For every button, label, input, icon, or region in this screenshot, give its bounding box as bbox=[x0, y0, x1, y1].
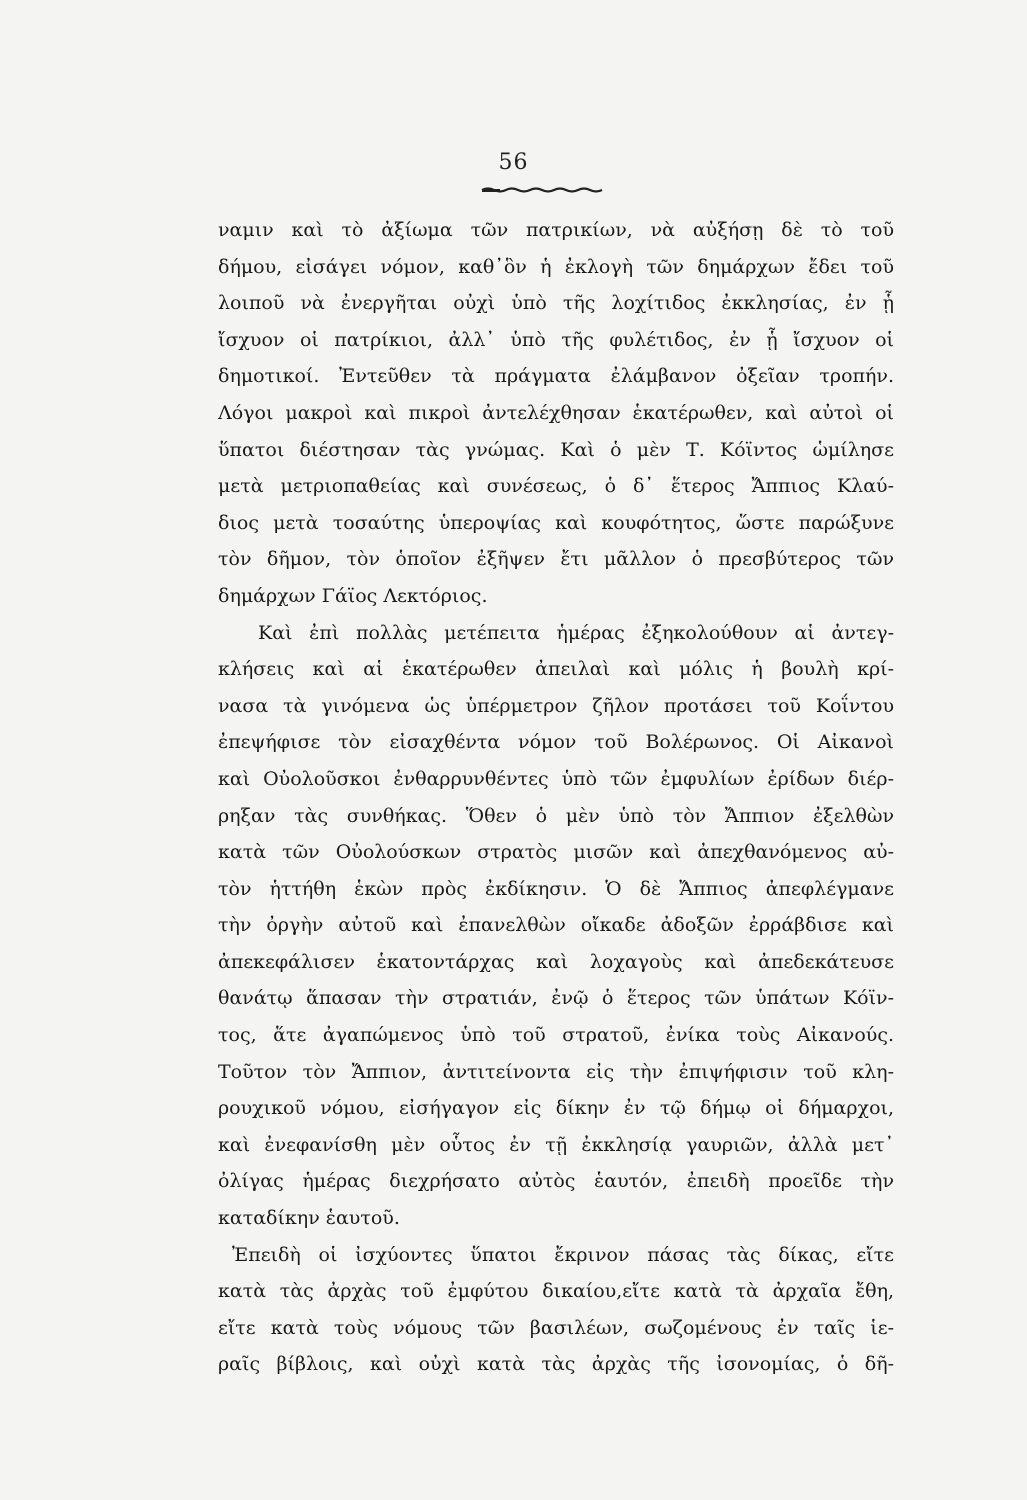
page-number: 56 bbox=[498, 150, 529, 175]
text-line: καὶ Οὐολοῦσκοι ἐνθαρρυνθέντες ὑπὸ τῶν ἐμφυλίων ἐρίδων διέρ- bbox=[218, 767, 894, 790]
text-line: ρηξαν τὰς συνθήκας. Ὅθεν ὁ μὲν ὑπὸ τὸν Ἄππιον ἐξελθὼν bbox=[218, 804, 894, 827]
text-line: ρουχικοῦ νόμου, εἰσήγαγον εἰς δίκην ἐν τῷ δήμῳ οἱ δήμαρχοι, bbox=[218, 1097, 894, 1120]
text-line: κατὰ τὰς ἀρχὰς τοῦ ἐμφύτου δικαίου,εἴτε κατὰ τὰ ἀρχαῖα ἔθη, bbox=[218, 1280, 894, 1303]
text-line: κατὰ τῶν Οὐολούσκων στρατὸς μισῶν καὶ ἀπεχθανόμενος αὐ- bbox=[218, 841, 894, 864]
text-line: καὶ ἐνεφανίσθη μὲν οὗτος ἐν τῇ ἐκκλησίᾳ γαυριῶν, ἀλλὰ μετ᾽ bbox=[218, 1133, 894, 1156]
text-line: διος μετὰ τοσαύτης ὑπεροψίας καὶ κουφότητος, ὥστε παρώξυνε bbox=[218, 511, 894, 534]
text-line: κλήσεις καὶ αἱ ἑκατέρωθεν ἀπειλαὶ καὶ μόλις ἡ βουλὴ κρί- bbox=[218, 658, 894, 681]
ornament-rule bbox=[480, 186, 608, 194]
text-line: Τοῦτον τὸν Ἄππιον, ἀντιτείνοντα εἰς τὴν ἐπιψήφισιν τοῦ κλη- bbox=[218, 1060, 894, 1083]
text-line: ὕπατοι διέστησαν τὰς γνώμας. Καὶ ὁ μὲν Τ. Κόϊντος ὡμίλησε bbox=[218, 438, 894, 461]
text-line: δημάρχων Γάϊος Λεκτόριος. bbox=[218, 584, 488, 607]
text-line: μετὰ μετριοπαθείας καὶ συνέσεως, ὁ δ᾽ ἕτερος Ἄππιος Κλαύ- bbox=[218, 475, 894, 498]
text-line: Ἐπειδὴ οἱ ἰσχύοντες ὕπατοι ἔκρινον πάσας τὰς δίκας, εἴτε bbox=[232, 1243, 894, 1266]
text-line: δήμου, εἰσάγει νόμον, καθ᾽ὃν ἡ ἐκλογὴ τῶν δημάρχων ἔδει τοῦ bbox=[218, 255, 894, 278]
text-line: τὴν ὀργὴν αὐτοῦ καὶ ἐπανελθὼν οἴκαδε ἀδοξῶν ἐρράβδισε καὶ bbox=[218, 914, 894, 937]
text-line: ναμιν καὶ τὸ ἀξίωμα τῶν πατρικίων, νὰ αὐξήσῃ δὲ τὸ τοῦ bbox=[218, 219, 894, 241]
text-line: τος, ἅτε ἀγαπώμενος ὑπὸ τοῦ στρατοῦ, ἐνίκα τοὺς Αἰκανούς. bbox=[218, 1024, 894, 1047]
text-line: εἴτε κατὰ τοὺς νόμους τῶν βασιλέων, σωζομένους ἐν ταῖς ἱε- bbox=[218, 1316, 894, 1339]
body-text bbox=[218, 212, 894, 1383]
text-line: τὸν ἡττήθη ἑκὼν πρὸς ἐκδίκησιν. Ὁ δὲ Ἄππιος ἀπεφλέγμανε bbox=[218, 877, 894, 900]
text-line: δημοτικοί. Ἐντεῦθεν τὰ πράγματα ἐλάμβανον ὀξεῖαν τροπήν. bbox=[218, 365, 894, 388]
text-line: ἴσχυον οἱ πατρίκιοι, ἀλλ᾽ ὑπὸ τῆς φυλέτιδος, ἐν ᾗ ἴσχυον οἱ bbox=[218, 328, 894, 351]
text-line: ραῖς βίβλοις, καὶ οὐχὶ κατὰ τὰς ἀρχὰς τῆς ἰσονομίας, ὁ δῆ- bbox=[218, 1353, 894, 1376]
text-line: θανάτῳ ἅπασαν τὴν στρατιάν, ἐνῷ ὁ ἕτερος τῶν ὑπάτων Κόϊν- bbox=[218, 987, 894, 1010]
text-line: ὀλίγας ἡμέρας διεχρήσατο αὐτὸς ἑαυτόν, ἐπειδὴ προεῖδε τὴν bbox=[218, 1170, 894, 1193]
text-line: τὸν δῆμον, τὸν ὁποῖον ἐξῆψεν ἔτι μᾶλλον ὁ πρεσβύτερος τῶν bbox=[218, 548, 894, 571]
text-line: καταδίκην ἑαυτοῦ. bbox=[218, 1207, 400, 1230]
text-line: νασα τὰ γινόμενα ὡς ὑπέρμετρον ζῆλον προτάσει τοῦ Κοΐντου bbox=[218, 694, 894, 717]
text-line: Λόγοι μακροὶ καὶ πικροὶ ἀντελέχθησαν ἑκατέρωθεν, καὶ αὐτοὶ οἱ bbox=[218, 401, 894, 424]
text-line: λοιποῦ νὰ ἐνεργῆται οὐχὶ ὑπὸ τῆς λοχίτιδος ἐκκλησίας, ἐν ᾗ bbox=[218, 292, 894, 315]
text-line: ἐπεψήφισε τὸν εἰσαχθέντα νόμον τοῦ Βολέρωνος. Οἱ Αἰκανοὶ bbox=[218, 731, 894, 754]
text-line: ἀπεκεφάλισεν ἑκατοντάρχας καὶ λοχαγοὺς καὶ ἀπεδεκάτευσε bbox=[218, 950, 894, 973]
text-line: Καὶ ἐπὶ πολλὰς μετέπειτα ἡμέρας ἐξηκολούθουν αἱ ἀντεγ- bbox=[258, 621, 894, 644]
